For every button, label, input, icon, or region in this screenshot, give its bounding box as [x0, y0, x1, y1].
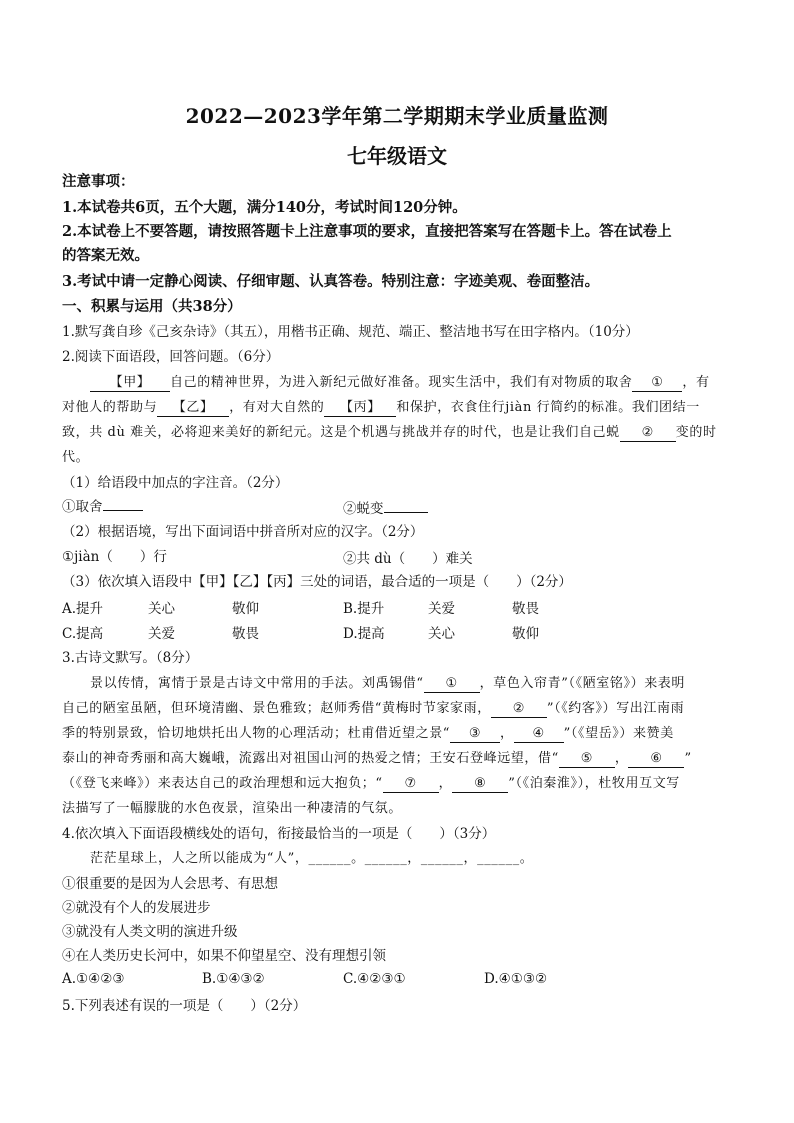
passage-text: ，有对大自然的 [229, 400, 325, 415]
q2-sub1-item1: ①取舍 [62, 497, 143, 517]
blank-6: ⑥ [628, 751, 684, 768]
note-3: 3.考试中请一定静心阅读、仔细审题、认真答卷。特别注意：字迹美观、卷面整洁。 [62, 273, 600, 290]
passage-text: 自己的精神世界，为进入新纪元做好准备。现实生活中，我们有对物质的取舍 [170, 375, 633, 390]
blank-4: ④ [514, 726, 564, 743]
q2-option-d: 关心 [428, 626, 455, 642]
q2-option-a: 敬仰 [232, 601, 259, 617]
blank-jia: 【甲】 [90, 375, 170, 392]
q2-sub2: （2）根据语境，写出下面词语中拼音所对应的汉字。（2分） [62, 524, 424, 540]
q2-option-b: 关爱 [428, 601, 455, 617]
blank-2: ② [620, 425, 676, 442]
q2-sub1-item2: ②蜕变 [343, 497, 428, 517]
q2-option-c: 敬畏 [232, 626, 259, 642]
q2-option-a: 关心 [148, 601, 175, 617]
question-3-stem: 3.古诗文默写。（8分） [62, 650, 199, 666]
question-1: 1.默写龚自珍《己亥杂诗》（其五），用楷书正确、规范、端正、整洁地书写在田字格内。（10分） [62, 324, 639, 340]
blank-8: ⑧ [452, 776, 508, 793]
passage-text: 和保护，衣食住行jiàn 行简约的标准。我们团结一 [396, 400, 700, 415]
q2-passage-line3 [62, 423, 717, 443]
blank-1: ① [424, 676, 480, 693]
passage-text: 致，共 dù 难关，必将迎来美好的新纪元。这是个机遇与挑战并存的时代，也是让我们自己蜕 [62, 425, 620, 440]
section-1-heading: 一、积累与运用（共38分） [62, 298, 242, 315]
passage-text: 对他人的帮助与 [62, 400, 158, 415]
exam-subtitle: 七年级语文 [347, 144, 447, 168]
q2-passage-line1 [90, 373, 710, 393]
q2-option-d: D.提高 [343, 626, 385, 642]
blank-2: ② [491, 701, 547, 718]
q2-sub2-item2: ②共 dù（ ）难关 [343, 551, 473, 567]
q2-option-b: B.提升 [343, 601, 385, 617]
q2-sub3: （3）依次填入语段中【甲】【乙】【丙】三处的词语，最合适的一项是（ ）（2分） [62, 574, 572, 590]
q4-item-1: ①很重要的是因为人会思考、有思想 [62, 876, 278, 892]
q4-passage: 茫茫星球上，人之所以能成为“人”，______。______，______，______。 [90, 851, 534, 866]
passage-text: ，有 [682, 375, 710, 390]
blank-5: ⑤ [559, 751, 615, 768]
exam-title: 2022—2023学年第二学期期末学业质量监测 [185, 104, 609, 128]
note-2-line1: 2.本试卷上不要答题，请按照答题卡上注意事项的要求，直接把答案写在答题卡上。答在试卷上 [62, 223, 672, 240]
passage-text: 变的时 [675, 425, 717, 440]
q4-item-4: ④在人类历史长河中，如果不仰望星空、没有理想引领 [62, 948, 386, 964]
blank-3: ③ [450, 726, 500, 743]
note-1: 1.本试卷共6页，五个大题，满分140分，考试时间120分钟。 [62, 199, 467, 216]
q3-line4: 泰山的神奇秀丽和高大巍峨，流露出对祖国山河的热爱之情；王安石登峰远望，借“ ⑤ ， ⑥ ” [62, 751, 692, 766]
q4-option-d: D.④①③② [484, 971, 548, 987]
q2-option-a: A.提升 [62, 601, 104, 617]
q4-option-b: B.①④③② [202, 971, 265, 987]
q2-sub2-item1: ①jiàn（ ）行 [62, 549, 167, 565]
q4-item-2: ②就没有个人的发展进步 [62, 900, 211, 916]
q2-option-b: 敬畏 [512, 601, 539, 617]
q2-passage-line4: 代。 [62, 450, 90, 465]
q2-option-c: C.提高 [62, 626, 104, 642]
q3-line5: （《登飞来峰》）来表达自己的政治理想和远大抱负；“ ⑦ ， ⑧ ”（《泊秦淮》），杜牧用互文写 [62, 776, 680, 791]
q3-line2: 自己的陋室虽陋，但环境清幽、景色雅致；赵师秀借“黄梅时节家家雨， ② ”（《约客》）写出江南雨 [62, 701, 685, 716]
q4-option-c: C.④②③① [343, 971, 406, 987]
q2-passage-line2 [62, 398, 700, 418]
q2-option-d: 敬仰 [512, 626, 539, 642]
q4-item-3: ③就没有人类文明的演进升级 [62, 924, 238, 940]
q4-option-a: A.①④②③ [62, 971, 125, 987]
notes-heading: 注意事项： [62, 173, 135, 190]
blank-yi: 【乙】 [157, 400, 229, 417]
q2-sub1: （1）给语段中加点的字注音。（2分） [62, 475, 289, 491]
q2-option-c: 关爱 [148, 626, 175, 642]
question-4-stem: 4.依次填入下面语段横线处的语句，衔接最恰当的一项是（ ）（3分） [62, 826, 496, 842]
question-2-stem: 2.阅读下面语段，回答问题。（6分） [62, 349, 280, 365]
q3-line6: 法描写了一幅朦胧的水色夜景，渲染出一种凄清的气氛。 [62, 801, 403, 816]
note-2-line2: 的答案无效。 [62, 247, 149, 264]
blank-7: ⑦ [383, 776, 439, 793]
question-5-stem: 5.下列表述有误的一项是（ ）（2分） [62, 998, 307, 1014]
q3-line1: 景以传情，寓情于景是古诗文中常用的手法。刘禹锡借“ ① ，草色入帘青”（《陋室铭》）来表明 [90, 676, 686, 691]
blank-bing: 【丙】 [324, 400, 396, 417]
blank-1: ① [632, 375, 682, 392]
q3-line3: 季的特别景致，恰切地烘托出人物的心理活动；杜甫借近望之景“ ③ ， ④ ”（《望岳》）来赞美 [62, 726, 674, 741]
